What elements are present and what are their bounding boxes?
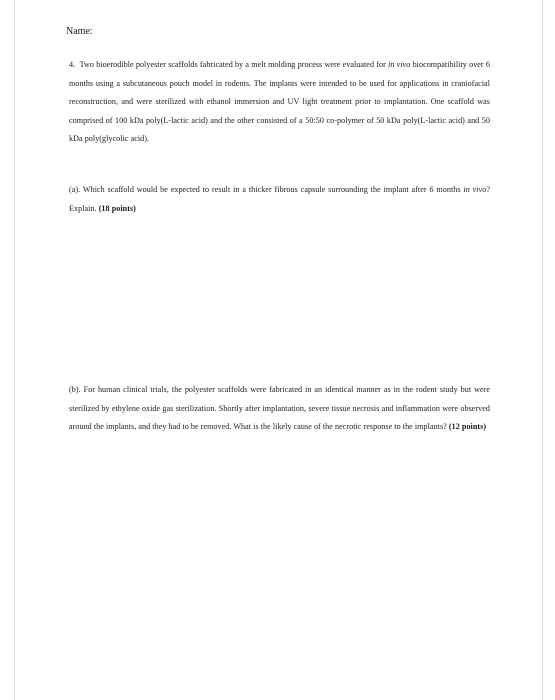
- document-page: [14, 0, 543, 700]
- question-4-text-rest: biocompatibility over 6 months using a subcutaneous pouch model in rodents. The implants were intended to be used for applications in craniofacial reconstruction, and were sterilized with ethanol immersion and UV light treatment prior to implantation. One scaffold was comprised of 100 kDa poly(L-lactic acid) and the other consisted of a 50:50 co-polymer of 50 kDa poly(L-lactic acid) and 50 kDa poly(glycolic acid).: [69, 60, 490, 143]
- part-b-text: (b). For human clinical trials, the polyester scaffolds were fabricated in an identical manner as in the rodent study but were sterilized by ethylene oxide gas sterilization. Shortly after implantation, severe tissue necrosis and inflammation were observed around the implants, and they had to be removed. What is the likely cause of the necrotic response to the implants?: [69, 385, 490, 431]
- part-a-paragraph: [69, 181, 490, 218]
- part-a-text-rest: ? Explain.: [69, 185, 490, 213]
- question-4-italic-term: in vivo: [388, 60, 411, 69]
- part-b-paragraph: [69, 381, 490, 437]
- part-a-italic-term: in vivo: [463, 185, 487, 194]
- name-label: Name:: [66, 26, 93, 37]
- question-number: 4.: [69, 60, 76, 69]
- question-4-paragraph: [69, 56, 490, 149]
- part-b-points: (12 points): [448, 422, 487, 431]
- question-4-text-start: Two bioerodible polyester scaffolds fabricated by a melt molding process were evaluated for: [79, 60, 386, 69]
- part-a-points: (18 points): [98, 203, 136, 213]
- part-a-text-start: (a). Which scaffold would be expected to result in a thicker fibrous capsule surrounding the implant after 6 months: [69, 185, 461, 194]
